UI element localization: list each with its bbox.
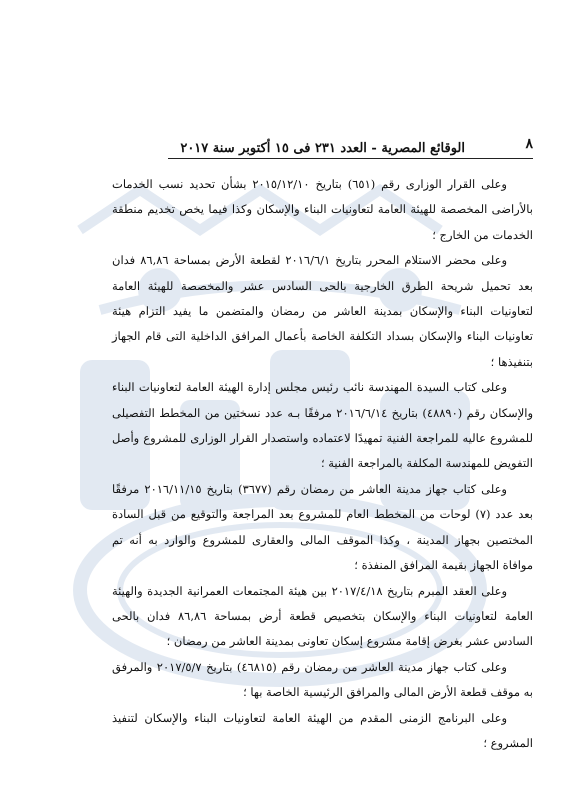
paragraph: وعلى البرنامج الزمنى المقدم من الهيئة العامة لتعاونيات البناء والإسكان لتنفيذ المشروع ؛ <box>112 710 533 750</box>
gazette-title: الوقائع المصرية - العدد ٢٣١ فى ١٥ أكتوبر سنة ٢٠١٧ <box>180 141 465 156</box>
paragraph: وعلى كتاب السيدة المهندسة نائب رئيس مجلس إدارة الهيئة العامة لتعاونيات البناء والإسكان رقم (٤٨٨٩٠) بتاريخ ٢٠١٦/٦/١٤ مرفقًا بـه عدد نسختين من المخطط التفصيلى للمشروع عاليه للمراجعة الفنية تمهيدًا لاعتماده واستصدار القرار الوزارى للمشروع وأصل التفويض للمهندسة المكلفة بالمراجعة الفنية ؛ <box>112 380 533 471</box>
paragraph: وعلى القرار الوزارى رقم (٦٥١) بتاريخ ٢٠١٥/١٢/١٠ بشأن تحديد نسب الخدمات بالأراضى المخصصة للهيئة العامة لتعاونيات البناء والإسكان وكذا فيما يخص تخديم منطقة الخدمات من الخارج ؛ <box>112 177 533 242</box>
paragraph: وعلى كتاب جهاز مدينة العاشر من رمضان رقم (٤٦٨١٥) بتاريخ ٢٠١٧/٥/٧ والمرفق به موقف قطعة الأرض المالى والمرافق الرئيسية الخاصة بها ؛ <box>112 659 533 700</box>
page-header <box>168 136 533 156</box>
paragraph: وعلى محضر الاستلام المحرر بتاريخ ٢٠١٦/٦/١ لقطعة الأرض بمساحة ٨٦,٨٦ فدان بعد تحميل شريحة الطرق الخارجية بالحى السادس عشر والمخصصة للهيئة العامة لتعاونيات البناء والإسكان بمدينة العاشر من رمضان والمتضمن ما يفيد التزام هيئة تعاونيات البناء والإسكان بسداد التكلفة الخاصة بأعمال المرافق الداخلية التى قام الجهاز بتنفيذها ؛ <box>112 253 533 369</box>
document-body <box>112 172 533 756</box>
paragraph: وعلى العقد المبرم بتاريخ ٢٠١٧/٤/١٨ بين هيئة المجتمعات العمرانية الجديدة والهيئة العامة لتعاونيات البناء والإسكان بتخصيص قطعة أرض بمساحة ٨٦,٨٦ فدان بالحى السادس عشر بغرض إقامة مشروع إسكان تعاونى بمدينة العاشر من رمضان ؛ <box>112 583 533 649</box>
header-divider <box>168 158 533 159</box>
paragraph: وعلى كتاب جهاز مدينة العاشر من رمضان رقم (٣٦٧٧) بتاريخ ٢٠١٦/١١/١٥ مرفقًا بعد عدد (٧) لوحات من المخطط العام للمشروع بعد المراجعة والتوقيع من قبل السادة المختصين بجهاز المدينة ، وكذا الموقف المالى والعقارى للمشروع والوارد به أنه تم موافاة الجهاز بقيمة المرافق المنفذة ؛ <box>112 481 533 573</box>
page-number: ٨ <box>525 136 533 152</box>
